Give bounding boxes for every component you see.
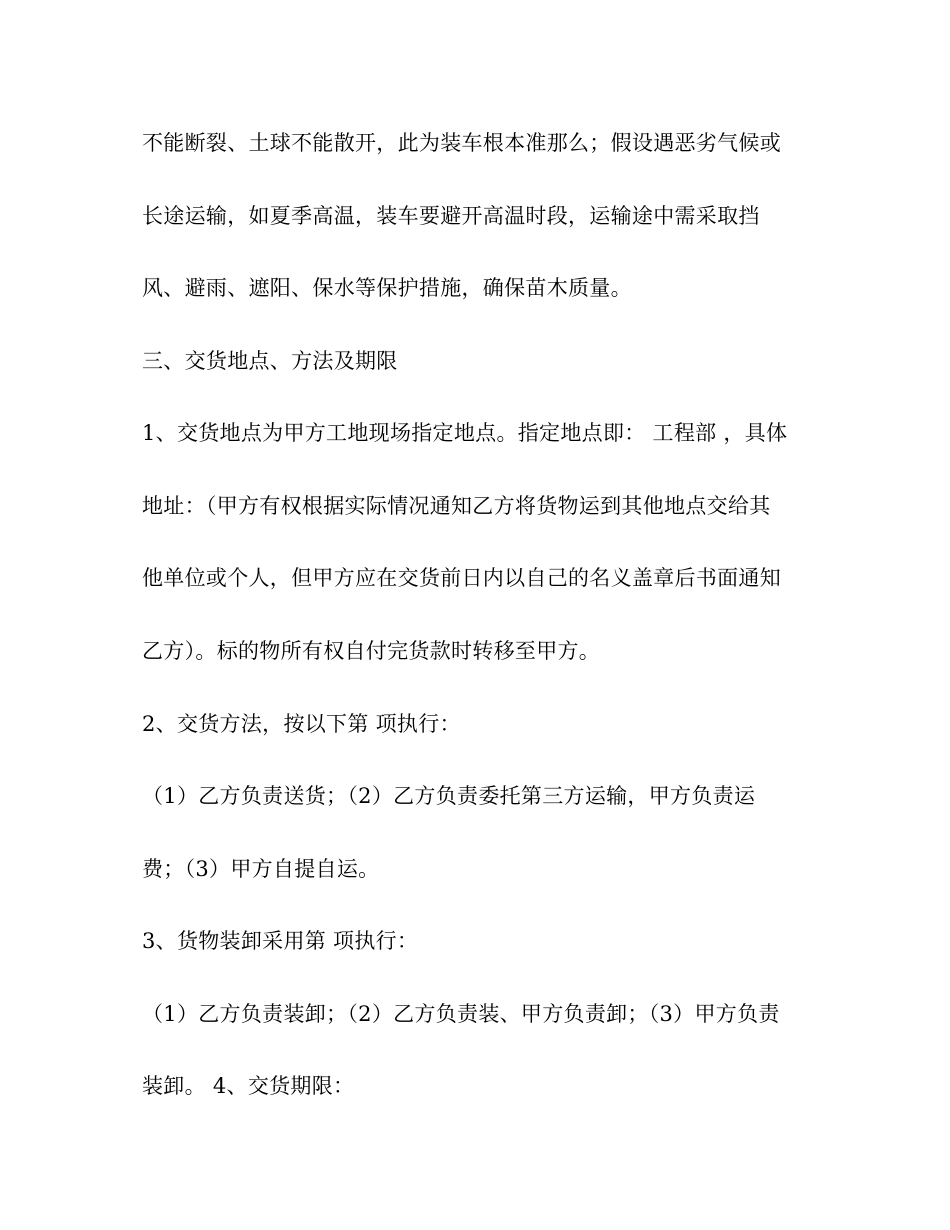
text-line-9: 2、交货方法，按以下第 项执行：	[142, 712, 461, 736]
text-line-14: 装卸。 4、交货期限：	[142, 1074, 355, 1098]
text-line-1: 不能断裂、土球不能散开，此为装车根本准那么；假设遇恶劣气候或	[142, 131, 781, 155]
text-line-7: 他单位或个人，但甲方应在交货前日内以自己的名义盖章后书面通知	[142, 566, 781, 590]
text-line-13: （1）乙方负责装卸；（2）乙方负责装、甲方负责卸；（3）甲方负责	[142, 1002, 780, 1026]
text-line-12: 3、货物装卸采用第 项执行：	[142, 929, 419, 953]
text-line-2: 长途运输，如夏季高温，装车要避开高温时段，运输途中需采取挡	[142, 204, 760, 228]
text-line-10: （1）乙方负责送货；（2）乙方负责委托第三方运输，甲方负责运	[142, 784, 756, 808]
section-heading: 三、交货地点、方法及期限	[142, 349, 398, 373]
text-line-3: 风、避雨、遮阳、保水等保护措施，确保苗木质量。	[142, 276, 632, 300]
text-line-8: 乙方）。标的物所有权自付完货款时转移至甲方。	[142, 639, 601, 663]
text-line-5: 1、交货地点为甲方工地现场指定地点。指定地点即： 工程部 ，具体	[142, 421, 788, 445]
text-line-11: 费；（3）甲方自提自运。	[142, 857, 380, 881]
text-line-6: 地址：（甲方有权根据实际情况通知乙方将货物运到其他地点交给其	[142, 494, 771, 518]
